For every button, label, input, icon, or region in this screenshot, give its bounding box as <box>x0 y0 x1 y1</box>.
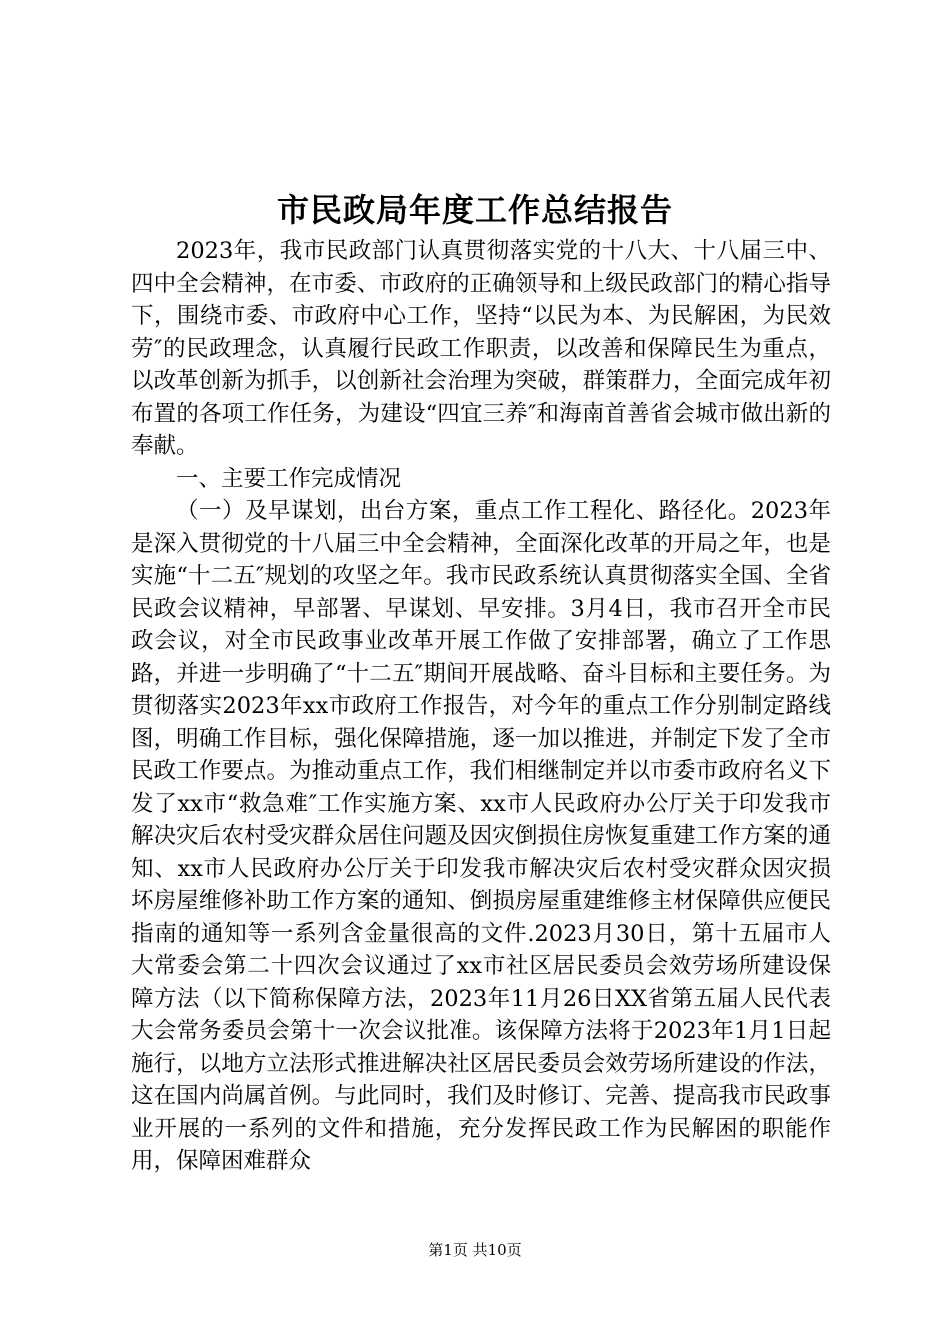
page-number: 第1页 共10页 <box>428 1241 522 1259</box>
document-body <box>131 235 831 1178</box>
section-heading: 一、主要工作完成情况 <box>176 465 402 492</box>
document-title: 市民政局年度工作总结报告 <box>276 191 673 229</box>
subsection-paragraph: （一）及早谋划，出台方案，重点工作工程化、路径化。2023年是深入贯彻党的十八届三中全会精神，全面深化改革的开局之年，也是实施“十二五″规划的攻坚之年。我市民政系统认真贯彻落实全国、全省民政会议精神，早部署、早谋划、早安排。3月4日，我市召开全市民政会议，对全市民政事业改革开展工作做了安排部署，确立了工作思路，并进一步明确了“十二五″期间开展战略、奋斗目标和主要任务。为贯彻落实2023年xx市政府工作报告，对今年的重点工作分别制定路线图，明确工作目标，强化保障措施，逐一加以推进，并制定下发了全市民政工作要点。为推动重点工作，我们相继制定并以市委市政府名义下发了xx市“救急难″工作实施方案、xx市人民政府办公厅关于印发我市解决灾后农村受灾群众居住问题及因灾倒损住房恢复重建工作方案的通知、xx市人民政府办公厅关于印发我市解决灾后农村受灾群众因灾损坏房屋维修补助工作方案的通知、倒损房屋重建维修主材保障供应便民指南的通知等一系列含金量很高的文件.2023月30日，第十五届市人大常委会第二十四次会议通过了xx市社区居民委员会效劳场所建设保障方法（以下简称保障方法，2023年11月26日XX省第五届人民代表大会常务委员会第十一次会议批准。该保障方法将于2023年1月1日起施行，以地方立法形式推进解决社区居民委员会效劳场所建设的作法，这在国内尚属首例。与此同时，我们及时修订、完善、提高我市民政事业开展的一系列的文件和措施，充分发挥民政工作为民解困的职能作用，保障困难群众 <box>131 498 831 1174</box>
intro-paragraph: 2023年，我市民政部门认真贯彻落实党的十八大、十八届三中、四中全会精神，在市委、市政府的正确领导和上级民政部门的精心指导下，围绕市委、市政府中心工作，坚持“以民为本、为民解困，为民效劳″的民政理念，认真履行民政工作职责，以改善和保障民生为重点，以改革创新为抓手，以创新社会治理为突破，群策群力，全面完成年初布置的各项工作任务，为建设“四宜三养″和海南首善省会城市做出新的奉献。 <box>131 238 831 459</box>
